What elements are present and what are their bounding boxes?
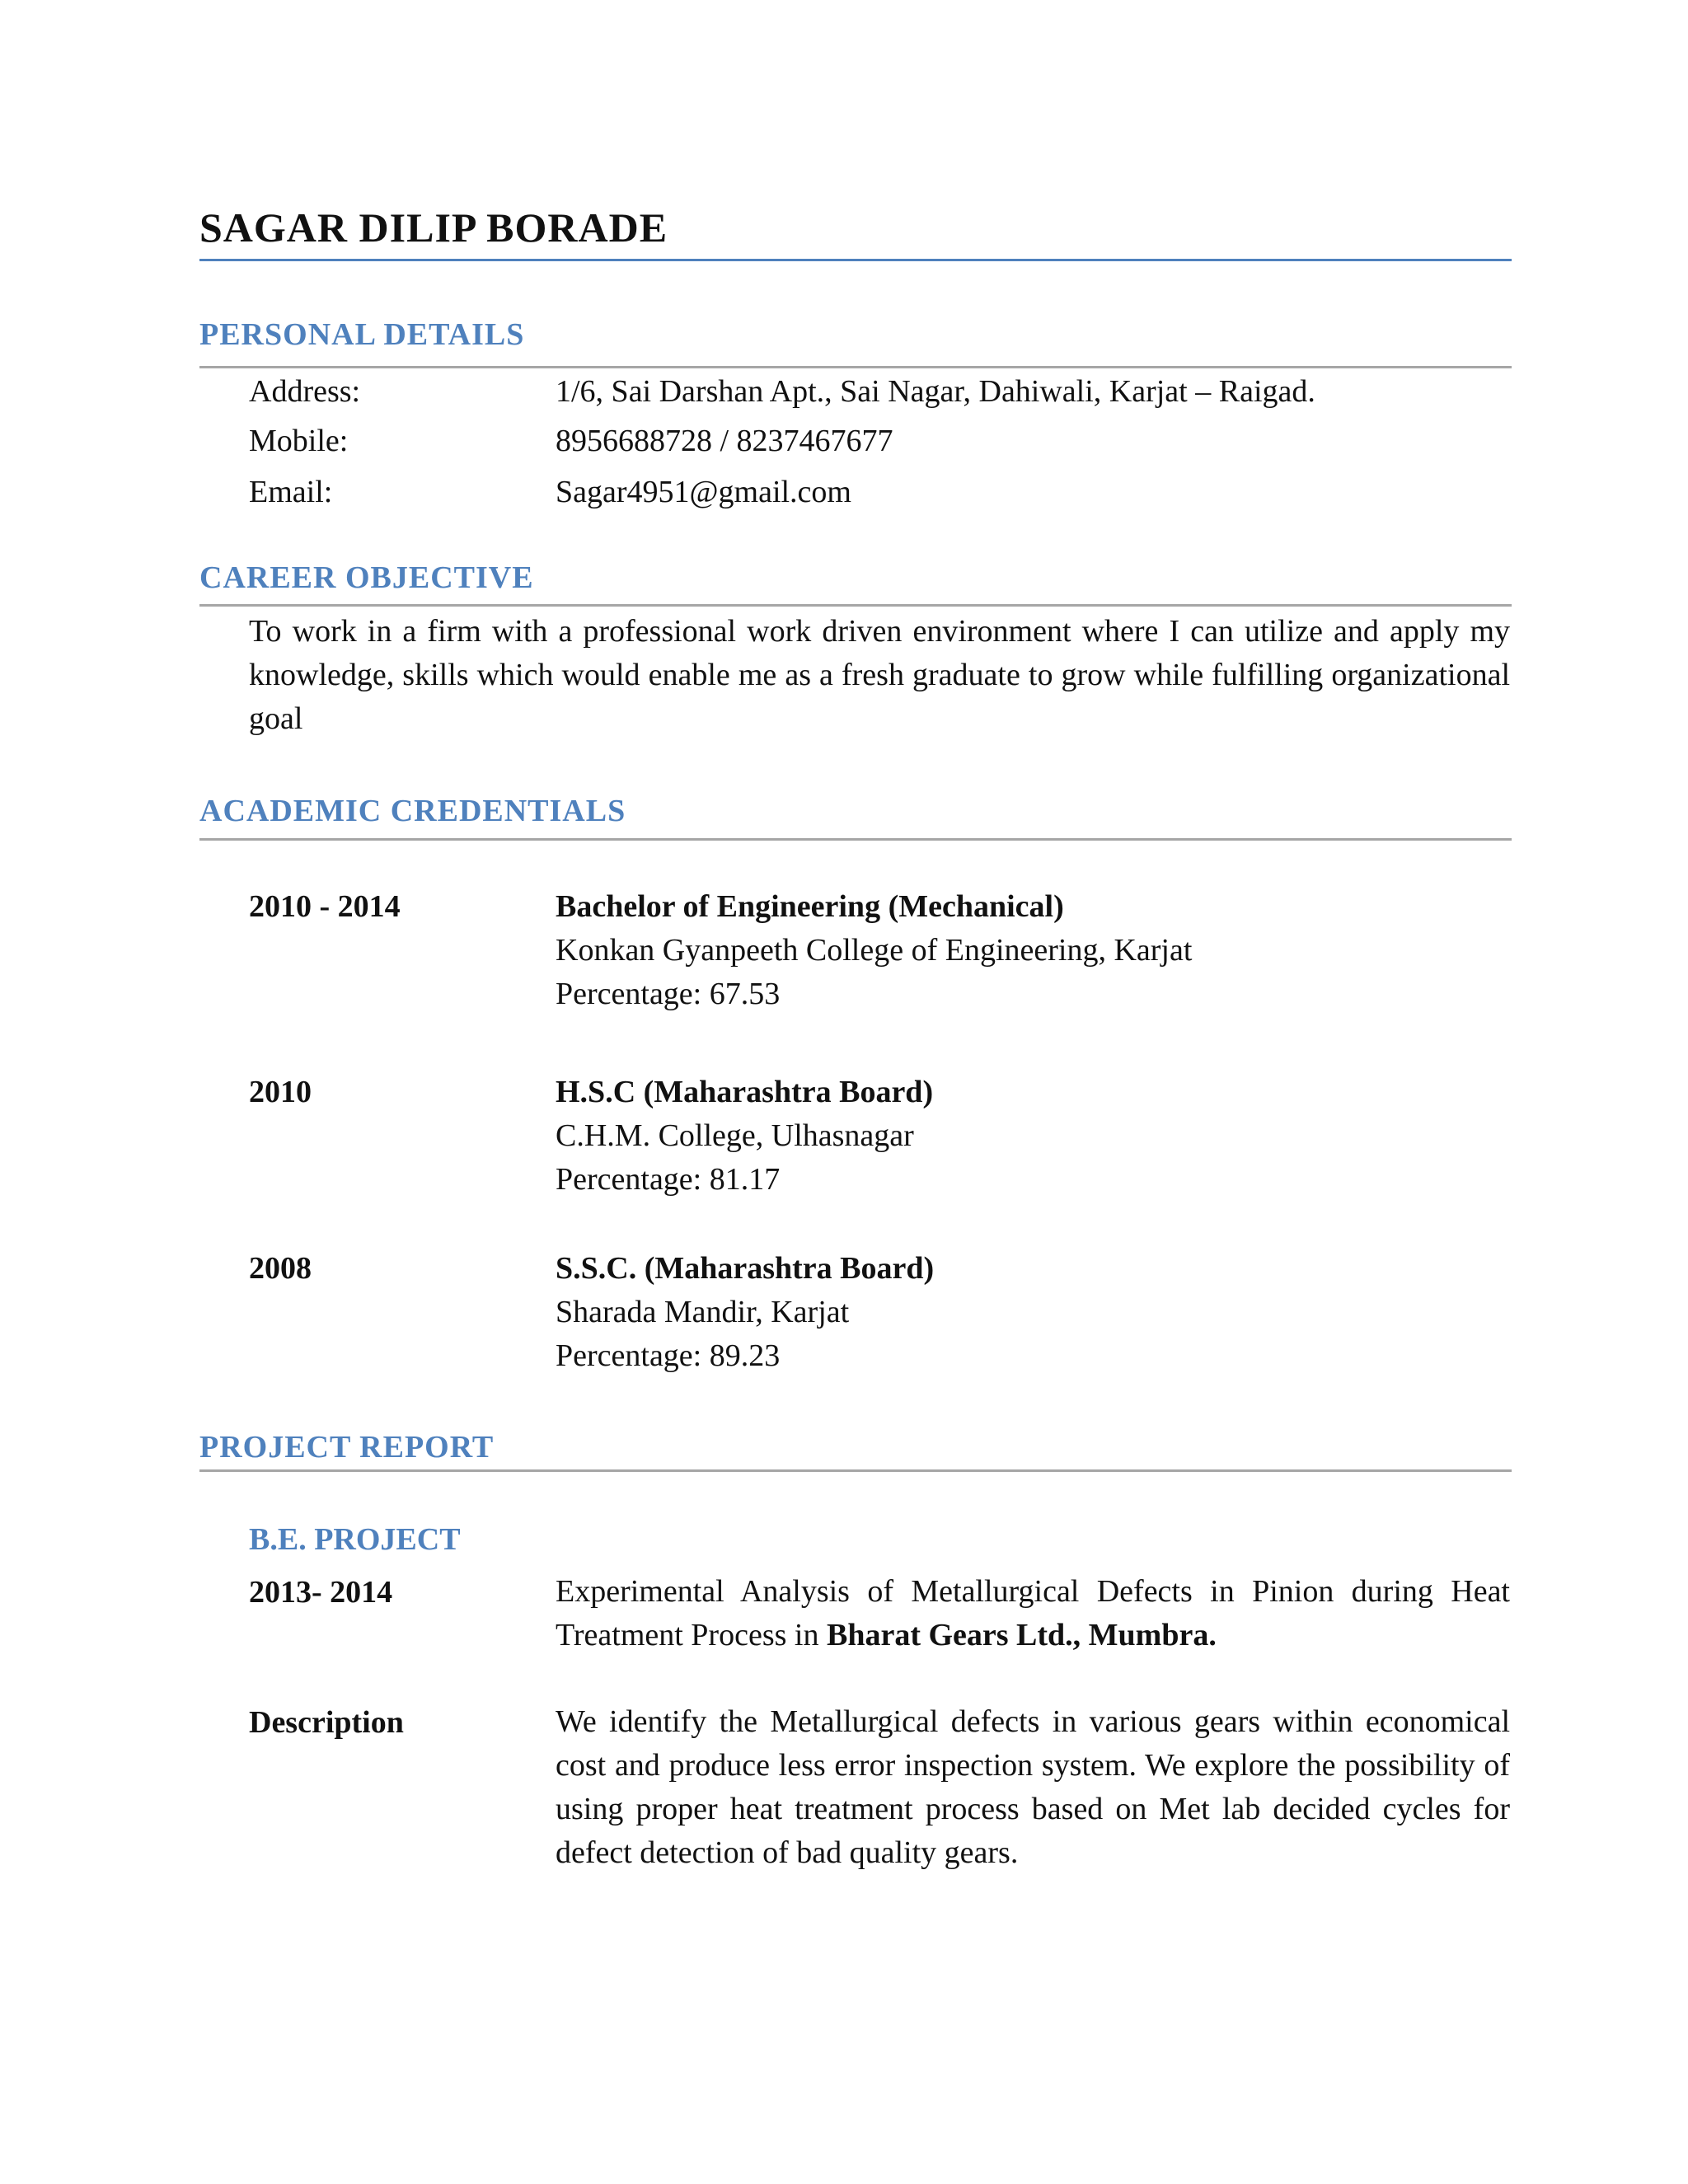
academic-percentage: Percentage: 67.53	[556, 977, 781, 1011]
address-value: 1/6, Sai Darshan Apt., Sai Nagar, Dahiwali, Karjat – Raigad.	[556, 374, 1315, 409]
email-value: Sagar4951@gmail.com	[556, 475, 851, 509]
career-objective-divider	[199, 604, 1512, 607]
project-report-divider	[199, 1469, 1512, 1472]
address-label: Address:	[249, 374, 361, 409]
academic-credentials-heading: ACADEMIC CREDENTIALS	[199, 794, 626, 828]
mobile-value: 8956688728 / 8237467677	[556, 424, 893, 458]
project-description: We identify the Metallurgical defects in various gears within economical cost and produce less error inspection system. We explore the possibility of using proper heat treatment process based on Met lab decided cycles for defect detection of bad quality gears.	[556, 1704, 1510, 1870]
career-objective-heading: CAREER OBJECTIVE	[199, 560, 534, 595]
academic-year: 2010	[249, 1075, 312, 1109]
academic-institution: Konkan Gyanpeeth College of Engineering, Karjat	[556, 933, 1193, 968]
project-year: 2013- 2014	[249, 1575, 393, 1610]
academic-degree: Bachelor of Engineering (Mechanical)	[556, 889, 1064, 924]
academic-percentage: Percentage: 89.23	[556, 1338, 781, 1373]
academic-degree: H.S.C (Maharashtra Board)	[556, 1075, 934, 1109]
candidate-name: SAGAR DILIP BORADE	[199, 204, 668, 251]
academic-degree: S.S.C. (Maharashtra Board)	[556, 1251, 935, 1286]
project-report-heading: PROJECT REPORT	[199, 1430, 495, 1465]
academic-institution: C.H.M. College, Ulhasnagar	[556, 1118, 914, 1153]
academic-institution: Sharada Mandir, Karjat	[556, 1295, 850, 1329]
academic-year: 2008	[249, 1251, 312, 1286]
project-title-text: Experimental Analysis of Metallurgical Defects in Pinion during Heat Treatment Process in	[556, 1574, 1510, 1652]
academic-credentials-divider	[199, 838, 1512, 841]
personal-details-divider	[199, 366, 1512, 368]
description-label: Description	[249, 1705, 404, 1740]
email-label: Email:	[249, 475, 333, 509]
academic-percentage: Percentage: 81.17	[556, 1162, 781, 1197]
career-objective-text: To work in a firm with a professional work driven environment where I can utilize and apply my knowledge, skills which would enable me as a fresh graduate to grow while fulfilling organizational goal	[249, 614, 1510, 736]
name-divider	[199, 259, 1512, 261]
project-company: Bharat Gears Ltd., Mumbra.	[826, 1618, 1217, 1652]
academic-year: 2010 - 2014	[249, 889, 401, 924]
be-project-heading: B.E. PROJECT	[249, 1522, 461, 1557]
personal-details-heading: PERSONAL DETAILS	[199, 317, 525, 352]
project-title	[556, 1570, 1510, 1657]
mobile-label: Mobile:	[249, 424, 349, 458]
